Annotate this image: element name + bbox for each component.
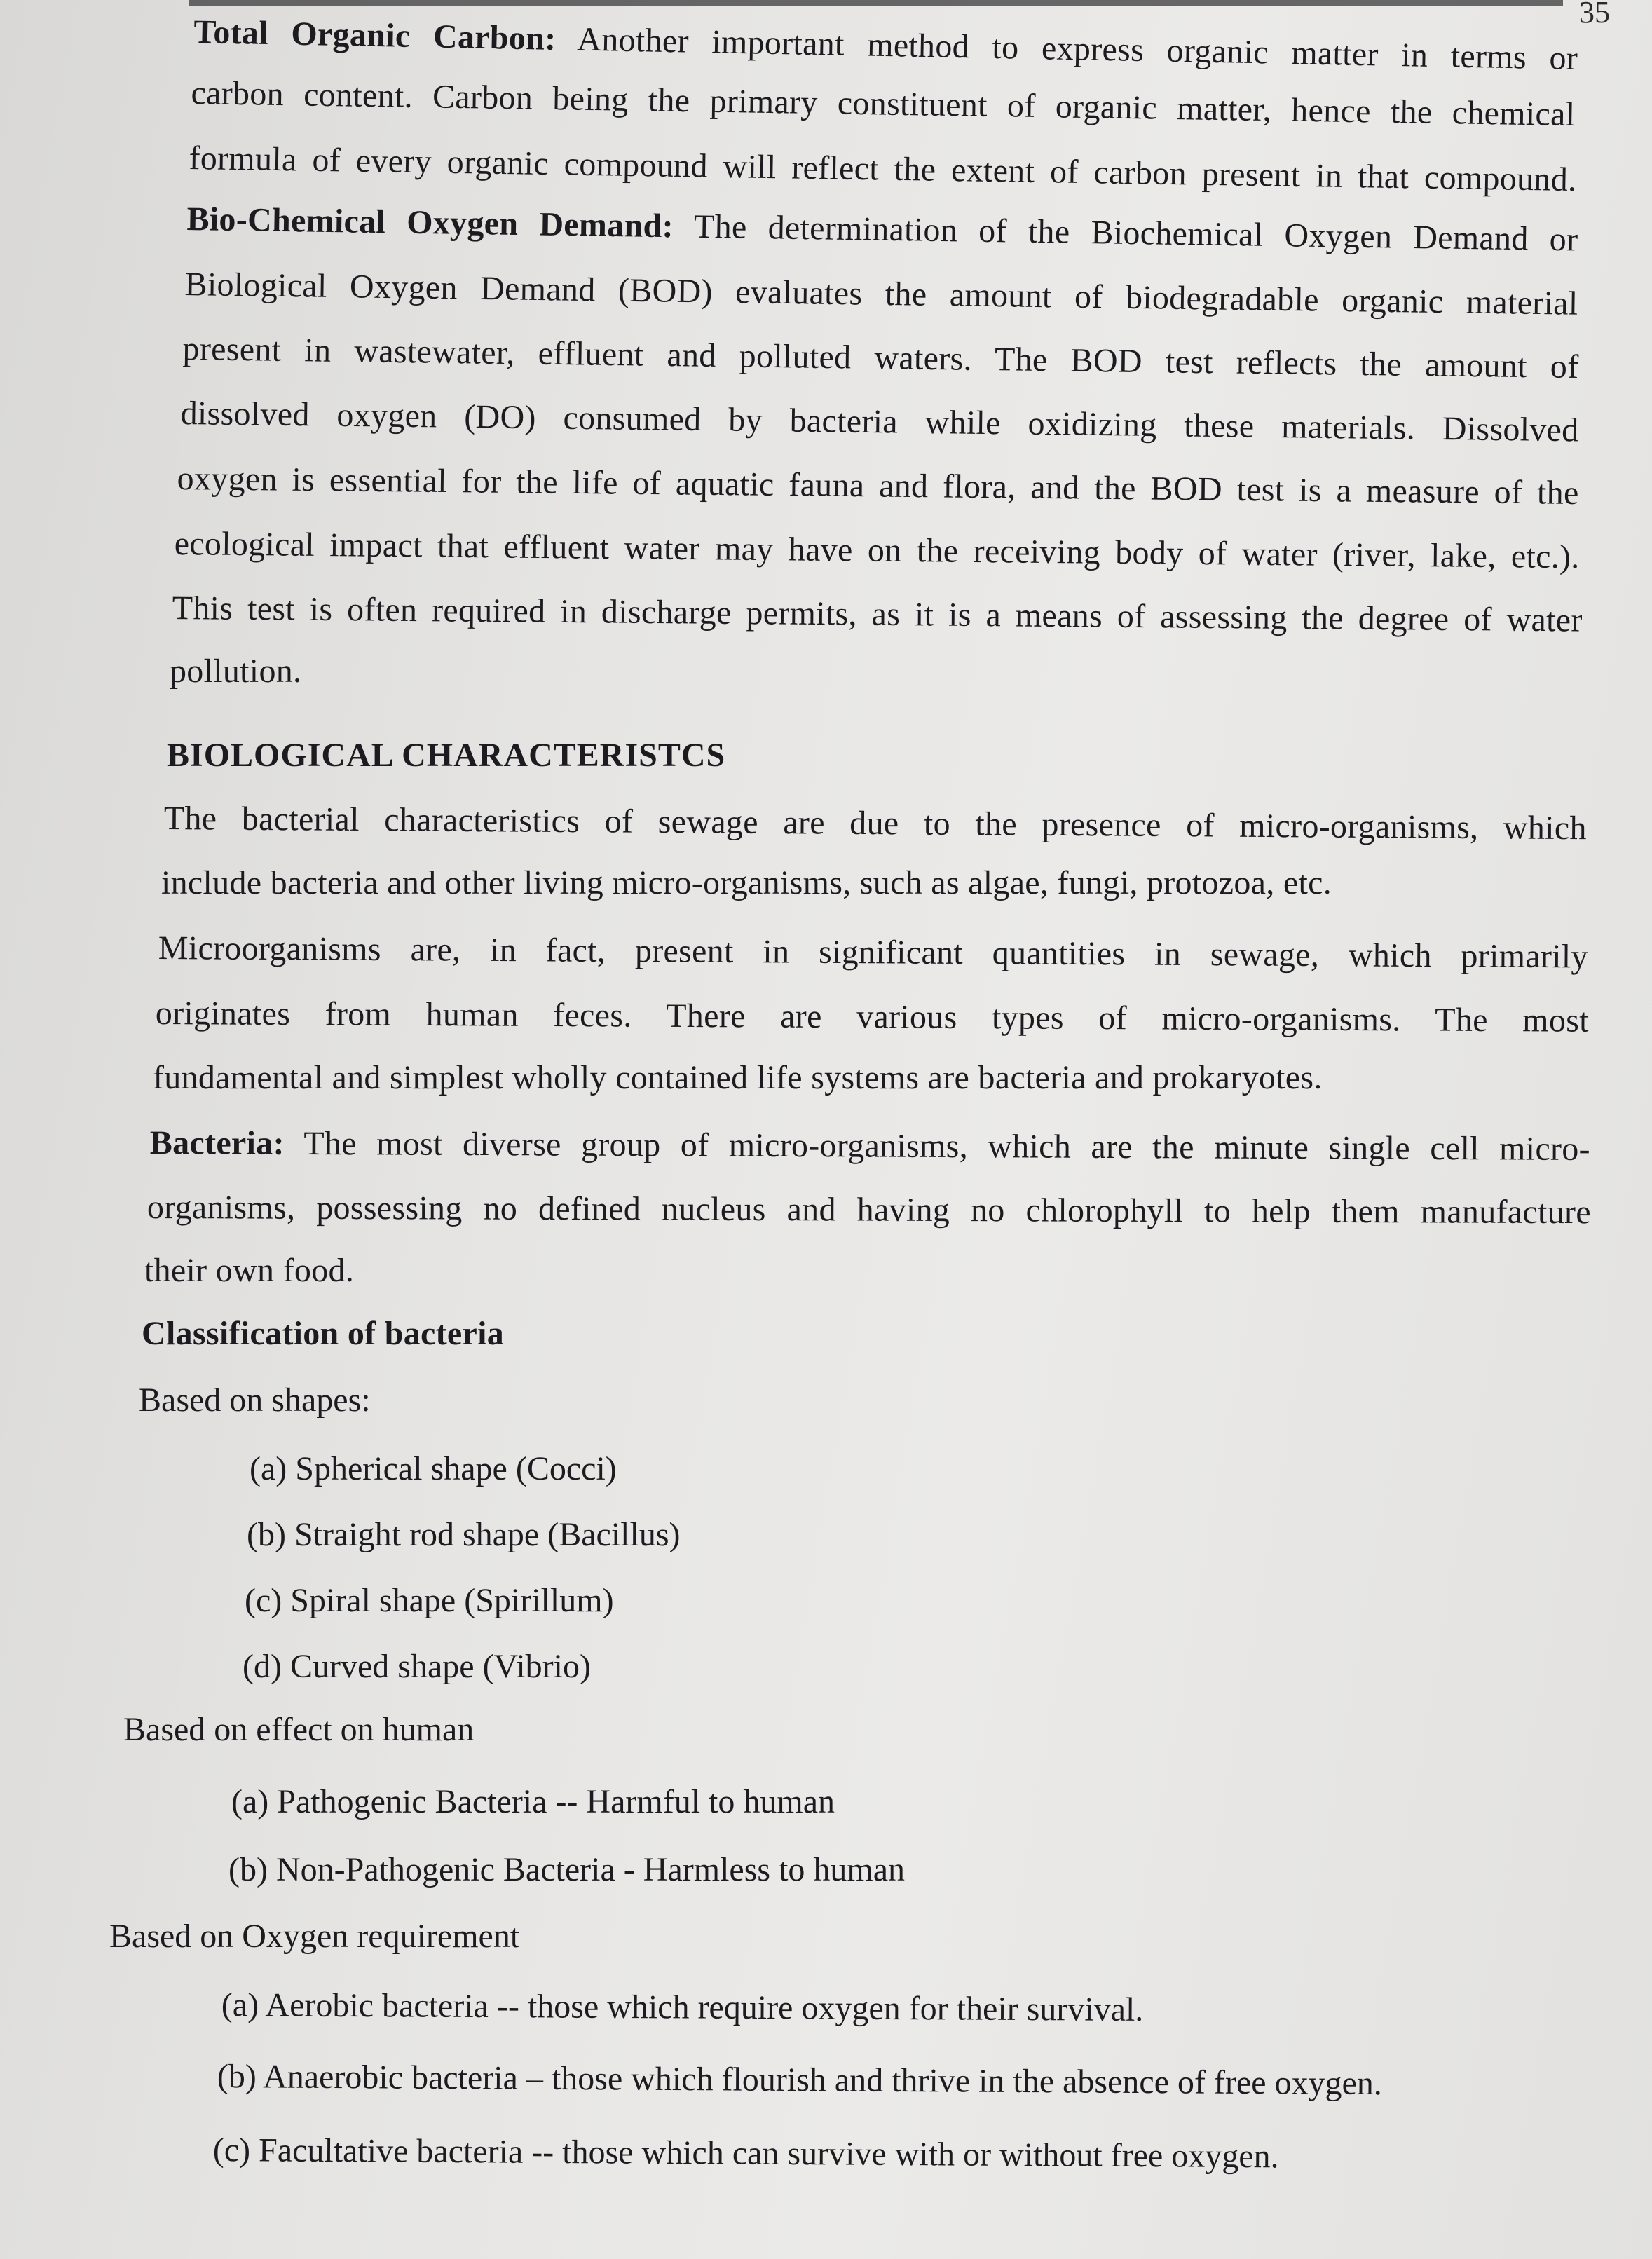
shape-item-a: (a) Spherical shape (Cocci) [250, 1450, 617, 1487]
toc-line-3: formula of every organic compound will reflect the extent of carbon present in that compound. [189, 139, 1577, 199]
bod-line-5: oxygen is essential for the life of aquatic fauna and flora, and the BOD test is a measure of the [177, 459, 1579, 512]
oxygen-item-b: (b) Anaerobic bacteria – those which flourish and thrive in the absence of free oxygen. [217, 2058, 1383, 2103]
bod-line-2: Biological Oxygen Demand (BOD) evaluates the amount of biodegradable organic material [184, 265, 1578, 322]
effect-heading: Based on effect on human [123, 1711, 475, 1748]
toc-label: Total Organic Carbon: [193, 13, 557, 57]
toc-line-1 [193, 13, 1578, 78]
bod-line-6: ecological impact that effluent water may have on the receiving body of water (river, lake, etc.). [174, 524, 1580, 576]
oxygen-heading: Based on Oxygen requirement [109, 1918, 520, 1955]
bio-line-4: originates from human feces. There are various types of micro-organisms. The most [155, 995, 1589, 1039]
effect-item-b: (b) Non-Pathogenic Bacteria - Harmless to human [228, 1851, 906, 1888]
bod-line-7: This test is often required in discharge permits, as it is a means of assessing the degree of water [172, 589, 1583, 639]
classification-heading: Classification of bacteria [142, 1315, 505, 1352]
bod-line-1 [186, 200, 1578, 259]
toc-text: Another important method to express organic matter in terms or [576, 20, 1578, 77]
biological-characteristics-heading: BIOLOGICAL CHARACTERISTCS [167, 737, 726, 774]
bacteria-line-2: organisms, possessing no defined nucleus and having no chlorophyll to help them manufacture [146, 1189, 1591, 1231]
shapes-heading: Based on shapes: [139, 1381, 371, 1419]
bacteria-line-1 [150, 1124, 1590, 1168]
bod-text: The determination of the Biochemical Oxygen Demand or [693, 207, 1578, 259]
bio-line-3: Microorganisms are, in fact, present in significant quantities in sewage, which primarily [158, 929, 1588, 976]
oxygen-item-a: (a) Aerobic bacteria -- those which require oxygen for their survival. [221, 1986, 1144, 2028]
bacteria-text: The most diverse group of micro-organisms, which are the minute single cell micro- [303, 1124, 1590, 1168]
bod-line-8: pollution. [170, 653, 302, 690]
bod-line-4: dissolved oxygen (DO) consumed by bacteria while oxidizing these materials. Dissolved [180, 394, 1579, 449]
oxygen-item-c: (c) Facultative bacteria -- those which can survive with or without free oxygen. [212, 2131, 1279, 2176]
shape-item-d: (d) Curved shape (Vibrio) [243, 1648, 591, 1685]
bod-line-3: present in wastewater, effluent and polluted waters. The BOD test reflects the amount of [182, 329, 1579, 386]
page-number: 35 [1579, 0, 1610, 29]
effect-item-a: (a) Pathogenic Bacteria -- Harmful to human [231, 1783, 835, 1820]
bacteria-label: Bacteria: [149, 1124, 285, 1162]
bio-line-2: include bacteria and other living micro-organisms, such as algae, fungi, protozoa, etc. [161, 864, 1332, 901]
shape-item-c: (c) Spiral shape (Spirillum) [245, 1582, 614, 1619]
shape-item-b: (b) Straight rod shape (Bacillus) [247, 1516, 681, 1553]
bio-line-1: The bacterial characteristics of sewage are due to the presence of micro-organisms, which [163, 800, 1587, 847]
bio-line-5: fundamental and simplest wholly contained life systems are bacteria and prokaryotes. [153, 1059, 1323, 1096]
bacteria-line-3: their own food. [144, 1252, 355, 1289]
bod-label: Bio-Chemical Oxygen Demand: [186, 200, 674, 245]
toc-line-2: carbon content. Carbon being the primary constituent of organic matter, hence the chemical [191, 74, 1576, 134]
